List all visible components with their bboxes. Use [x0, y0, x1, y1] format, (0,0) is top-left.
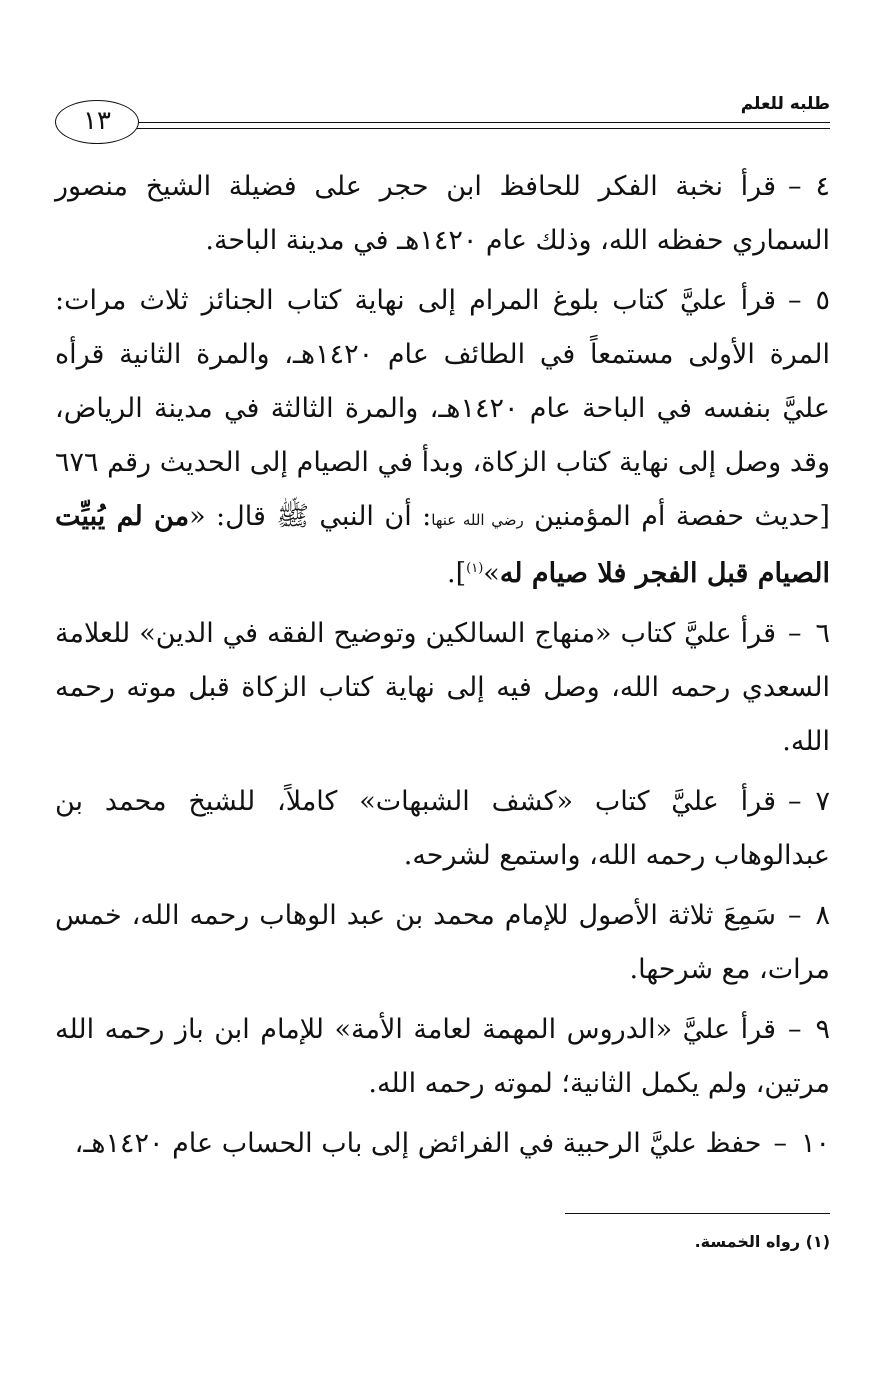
item-number: ١٠	[800, 1128, 830, 1159]
main-text	[55, 160, 830, 1177]
item-number: ٨	[815, 900, 830, 931]
item-number: ٤	[815, 171, 830, 202]
item-text: قال: «	[189, 501, 266, 532]
item-text: قرأ نخبة الفكر للحافظ ابن حجر على فضيلة الشيخ منصور السماري حفظه الله، وذلك عام ١٤٢٠هـ في مدينة الباحة.	[55, 171, 830, 256]
item-text: قرأ عليَّ كتاب بلوغ المرام إلى نهاية كتاب الجنائز ثلاث مرات: المرة الأولى مستمعاً في الطائف عام ١٤٢٠هـ، والمرة الثانية قرأه عليَّ بنفسه في الباحة عام ١٤٢٠هـ، والمرة الثالثة في مدينة الرياض، وقد وصل إلى نهاية كتاب الزكاة، وبدأ في الصيام إلى الحديث رقم ٦٧٦ [حديث حفصة أم المؤمنين	[55, 285, 830, 532]
footnote-number: (١)	[805, 1232, 830, 1251]
page-header	[55, 88, 830, 148]
list-item-4: ٤–قرأ نخبة الفكر للحافظ ابن حجر على فضيلة الشيخ منصور السماري حفظه الله، وذلك عام ١٤٢٠هـ في مدينة الباحة.	[55, 160, 830, 268]
item-text: سَمِعَ ثلاثة الأصول للإمام محمد بن عبد الوهاب رحمه الله، خمس مرات، مع شرحها.	[55, 900, 830, 985]
quote-close: »	[483, 558, 500, 589]
item-text: : أن النبي	[319, 501, 432, 532]
item-number: ٧	[815, 786, 830, 817]
list-item-8: ٨–سَمِعَ ثلاثة الأصول للإمام محمد بن عبد الوهاب رحمه الله، خمس مرات، مع شرحها.	[55, 889, 830, 997]
list-item-7: ٧–قرأ عليَّ كتاب «كشف الشبهات» كاملاً، للشيخ محمد بن عبدالوهاب رحمه الله، واستمع لشرحه.	[55, 775, 830, 883]
footnote-ref[interactable]: (١)	[466, 561, 484, 576]
page-number: ١٣	[55, 100, 139, 144]
header-double-rule	[135, 122, 830, 129]
hadith-quote: من لم يُبيِّت الصيام قبل الفجر فلا صيام له	[55, 501, 830, 589]
item-number: ٥	[815, 285, 830, 316]
item-number: ٩	[815, 1014, 830, 1045]
item-number: ٦	[815, 618, 830, 649]
list-item-9: ٩–قرأ عليَّ «الدروس المهمة لعامة الأمة» للإمام ابن باز رحمه الله مرتين، ولم يكمل الثانية؛ لموته رحمه الله.	[55, 1003, 830, 1111]
footnote-text: رواه الخمسة.	[694, 1232, 801, 1251]
list-item-10: ١٠–حفظ عليَّ الرحبية في الفرائض إلى باب الحساب عام ١٤٢٠هـ،	[55, 1117, 830, 1171]
footnote	[330, 1232, 830, 1251]
item-text: قرأ عليَّ «الدروس المهمة لعامة الأمة» للإمام ابن باز رحمه الله مرتين، ولم يكمل الثانية؛ لموته رحمه الله.	[55, 1014, 830, 1099]
footnote-separator	[565, 1213, 830, 1214]
item-text: قرأ عليَّ كتاب «كشف الشبهات» كاملاً، للشيخ محمد بن عبدالوهاب رحمه الله، واستمع لشرحه.	[55, 786, 830, 871]
list-item-6: ٦–قرأ عليَّ كتاب «منهاج السالكين وتوضيح الفقه في الدين» للعلامة السعدي رحمه الله، وصل فيه إلى نهاية كتاب الزكاة قبل موته رحمه الله.	[55, 607, 830, 769]
running-title: طلبه للعلم	[740, 94, 830, 114]
list-item-5: ٥–قرأ عليَّ كتاب بلوغ المرام إلى نهاية كتاب الجنائز ثلاث مرات: المرة الأولى مستمعاً في الطائف عام ١٤٢٠هـ، والمرة الثانية قرأه عليَّ بنفسه في الباحة عام ١٤٢٠هـ، والمرة الثالثة في مدينة الرياض، وقد وصل إلى نهاية كتاب الزكاة، وبدأ في الصيام إلى الحديث رقم ٦٧٦ [حديث حفصة أم المؤمنين رضي الله عنها: أن النبي ﷺ قال: «من لم يُبيِّت الصيام قبل الفجر فلا صيام له»$^{(١)}$].	[55, 274, 830, 601]
honorific-radiyallahu: رضي الله عنها	[431, 511, 524, 529]
honorific-salallahu: ﷺ	[276, 501, 309, 532]
item-text: ].	[447, 558, 467, 589]
item-text: قرأ عليَّ كتاب «منهاج السالكين وتوضيح الفقه في الدين» للعلامة السعدي رحمه الله، وصل فيه إلى نهاية كتاب الزكاة قبل موته رحمه الله.	[55, 618, 830, 757]
item-text: حفظ عليَّ الرحبية في الفرائض إلى باب الحساب عام ١٤٢٠هـ،	[74, 1128, 762, 1159]
